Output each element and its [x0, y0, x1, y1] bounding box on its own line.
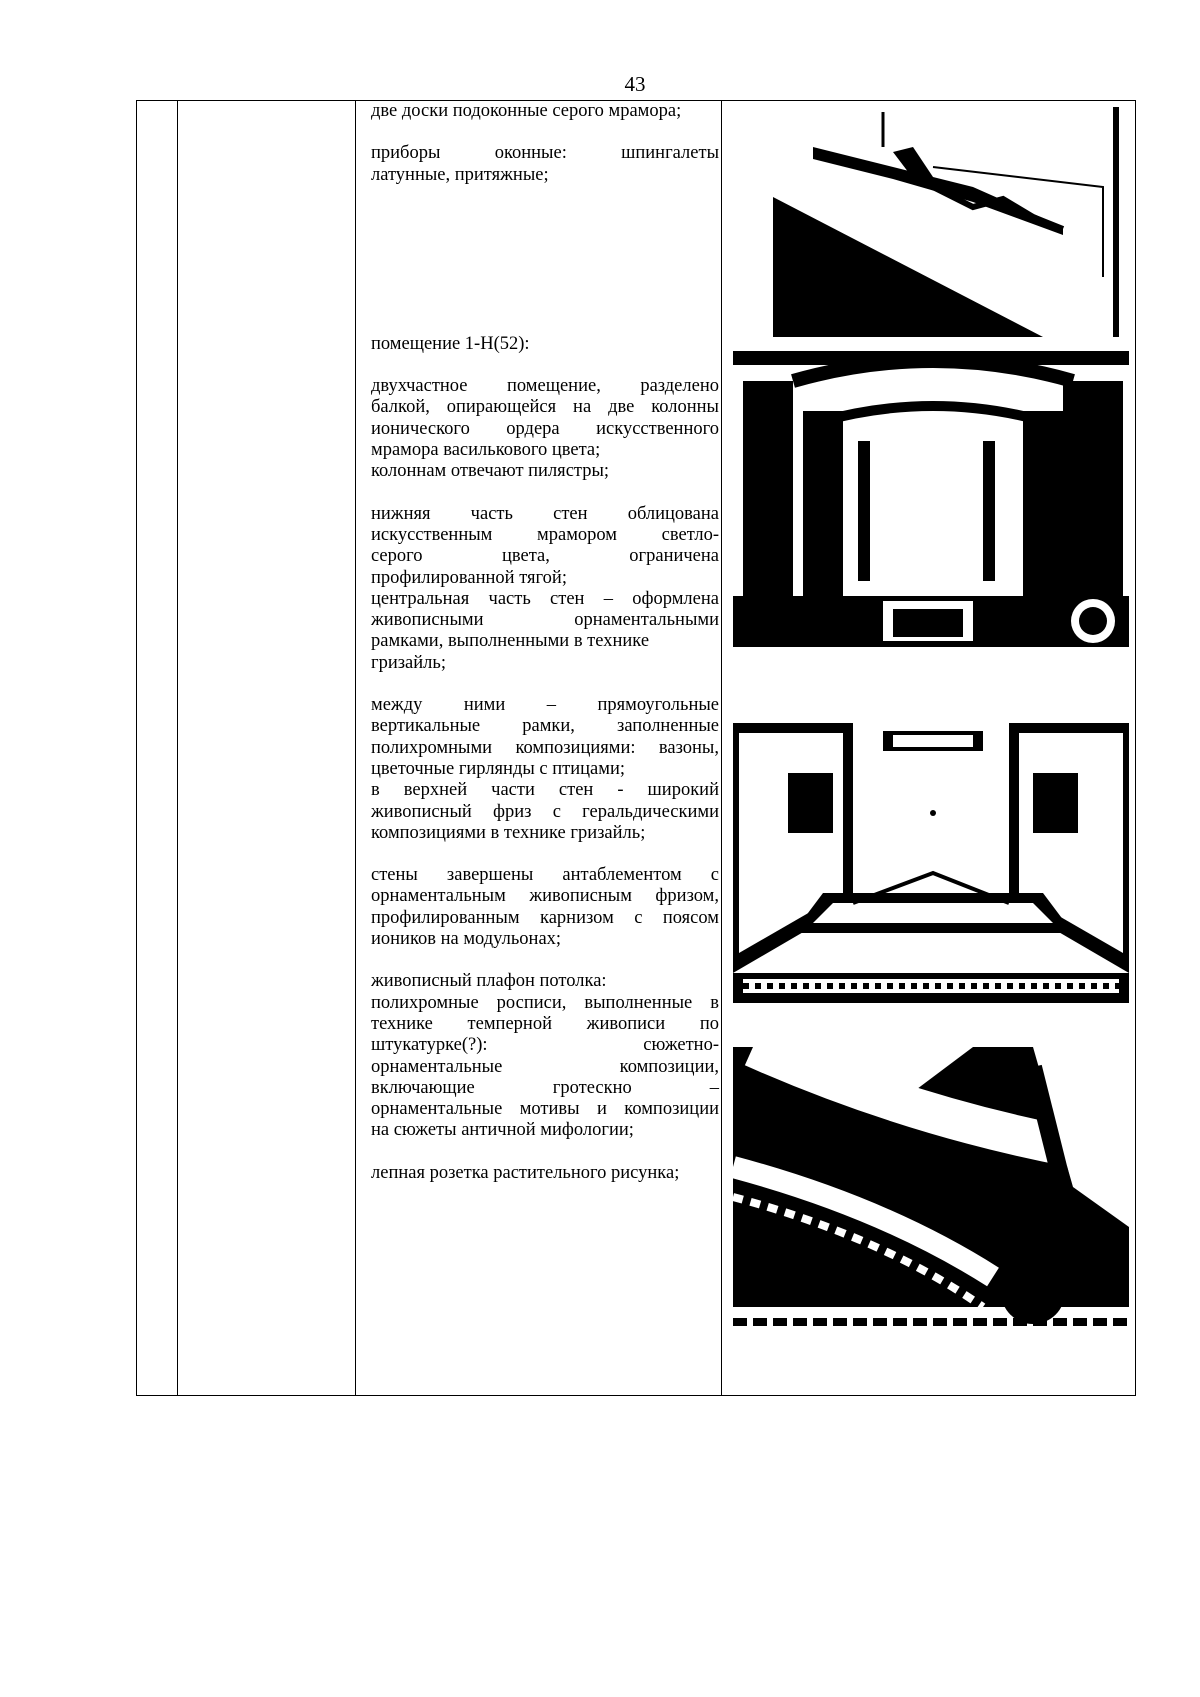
ceiling-description: живописный плафон потолка: полихромные росписи, выполненные в технике темперной живописи по штукатурке(?): сюжетно- орнаментальные композиции, включающие гротескно – орнаментальные мотивы и композиции на сюжеты античной мифологии; — [371, 971, 719, 1141]
column-divider — [177, 101, 178, 1395]
window-sill-photo — [773, 107, 1133, 337]
rosette-item: лепная розетка растительного рисунка; — [371, 1162, 680, 1183]
frames-description: между ними – прямоугольные вертикальные рамки, заполненные полихромными композициями: вазоны, цветочные гирлянды с птицами; в верхней части стен - широкий живописный фриз с геральдическими композициями в технике гризайль; — [371, 695, 719, 843]
room-title: помещение 1-Н(52): — [371, 333, 530, 354]
description-column — [371, 101, 719, 1205]
column-divider — [355, 101, 356, 1395]
page-number: 43 — [624, 72, 646, 96]
room-description: двухчастное помещение, разделено балкой, опирающейся на две колонны ионического ордера искусственного мрамора василькового цвета; колоннам отвечают пилястры; — [371, 376, 719, 482]
ceiling-frames-photo — [733, 723, 1129, 1019]
room-columns-photo — [733, 351, 1129, 647]
painted-ceiling-photo — [733, 1047, 1129, 1343]
sill-item: две доски подоконные серого мрамора; — [371, 101, 682, 121]
column-divider — [721, 101, 722, 1395]
entablature-description: стены завершены антаблементом с орнаментальным живописным фризом, профилированным карнизом с поясом иоников на модульонах; — [371, 865, 719, 950]
window-fittings-item: приборы оконные: шпингалеты латунные, притяжные; — [371, 143, 719, 185]
inventory-table — [136, 100, 1136, 1396]
walls-description: нижняя часть стен облицована искусственным мрамором светло- серого цвета, ограничена профилированной тягой; центральная часть стен – оформлена живописными орнаментальными рамками, выполненными в технике гризайль; — [371, 503, 719, 673]
